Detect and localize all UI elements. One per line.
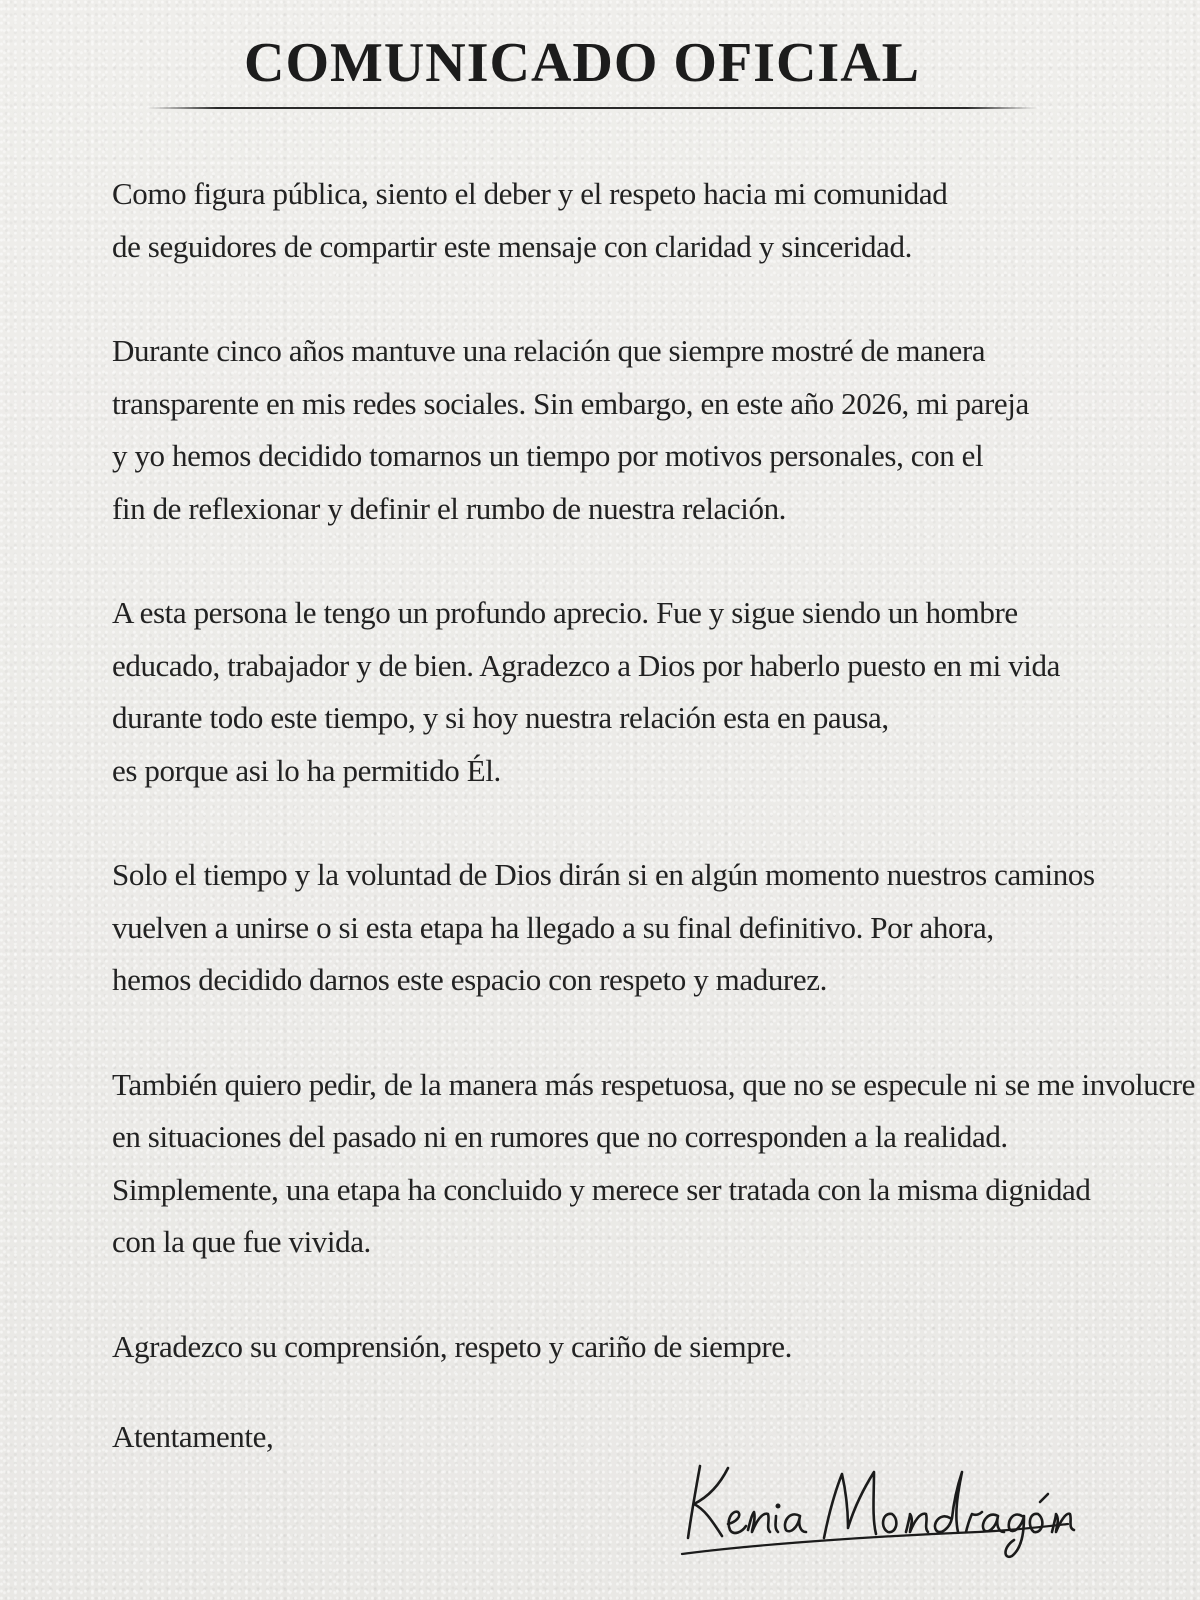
paragraph-line: en situaciones del pasado ni en rumores que no corresponden a la realidad. (112, 1119, 1008, 1154)
paragraph-6 (112, 1321, 1112, 1374)
paragraph-line: Durante cinco años mantuve una relación que siempre mostré de manera (112, 333, 986, 368)
paragraph-line: fin de reflexionar y definir el rumbo de nuestra relación. (112, 490, 787, 526)
paragraph-line: con la que fue vivida. (112, 1224, 371, 1259)
paragraph-line: durante todo este tiempo, y si hoy nuestra relación esta en pausa, (112, 700, 889, 735)
document-title: COMUNICADO OFICIAL (244, 32, 920, 94)
paragraph-line: Agradezco su comprensión, respeto y cariño de siempre. (112, 1328, 792, 1364)
paragraph-line: vuelven a unirse o si esta etapa ha llegado a su final definitivo. Por ahora, (112, 909, 994, 945)
title-divider (146, 107, 1038, 109)
paragraph-line: Simplemente, una etapa ha concluido y merece ser tratada con la misma dignidad (112, 1171, 1091, 1207)
closing-line: Atentamente, (112, 1419, 274, 1454)
paragraph-2 (112, 325, 1112, 535)
paragraph-3 (112, 587, 1112, 797)
paragraph-line: Solo el tiempo y la voluntad de Dios dirán si en algún momento nuestros caminos (112, 857, 1095, 892)
paragraph-line: educado, trabajador y de bien. Agradezco a Dios por haberlo puesto en mi vida (112, 647, 1060, 683)
handwritten-signature (678, 1448, 1078, 1568)
paragraph-line: de seguidores de compartir este mensaje con claridad y sinceridad. (112, 228, 912, 264)
paragraph-4 (112, 849, 1112, 1007)
paragraph-line: A esta persona le tengo un profundo aprecio. Fue y sigue siendo un hombre (112, 595, 1018, 630)
statement-body (112, 168, 1196, 1516)
paragraph-5 (112, 1059, 1196, 1269)
paragraph-line: hemos decidido darnos este espacio con respeto y madurez. (112, 962, 827, 997)
paragraph-line: es porque asi lo ha permitido Él. (112, 752, 501, 788)
signature-drawing (678, 1448, 1078, 1568)
paragraph-line: transparente en mis redes sociales. Sin embargo, en este año 2026, mi pareja (112, 385, 1029, 421)
paragraph-1 (112, 168, 1112, 273)
paragraph-line: Como figura pública, siento el deber y el respeto hacia mi comunidad (112, 176, 948, 211)
paragraph-line: y yo hemos decidido tomarnos un tiempo por motivos personales, con el (112, 438, 984, 473)
paragraph-line: También quiero pedir, de la manera más respetuosa, que no se especule ni se me involucre (112, 1066, 1196, 1102)
